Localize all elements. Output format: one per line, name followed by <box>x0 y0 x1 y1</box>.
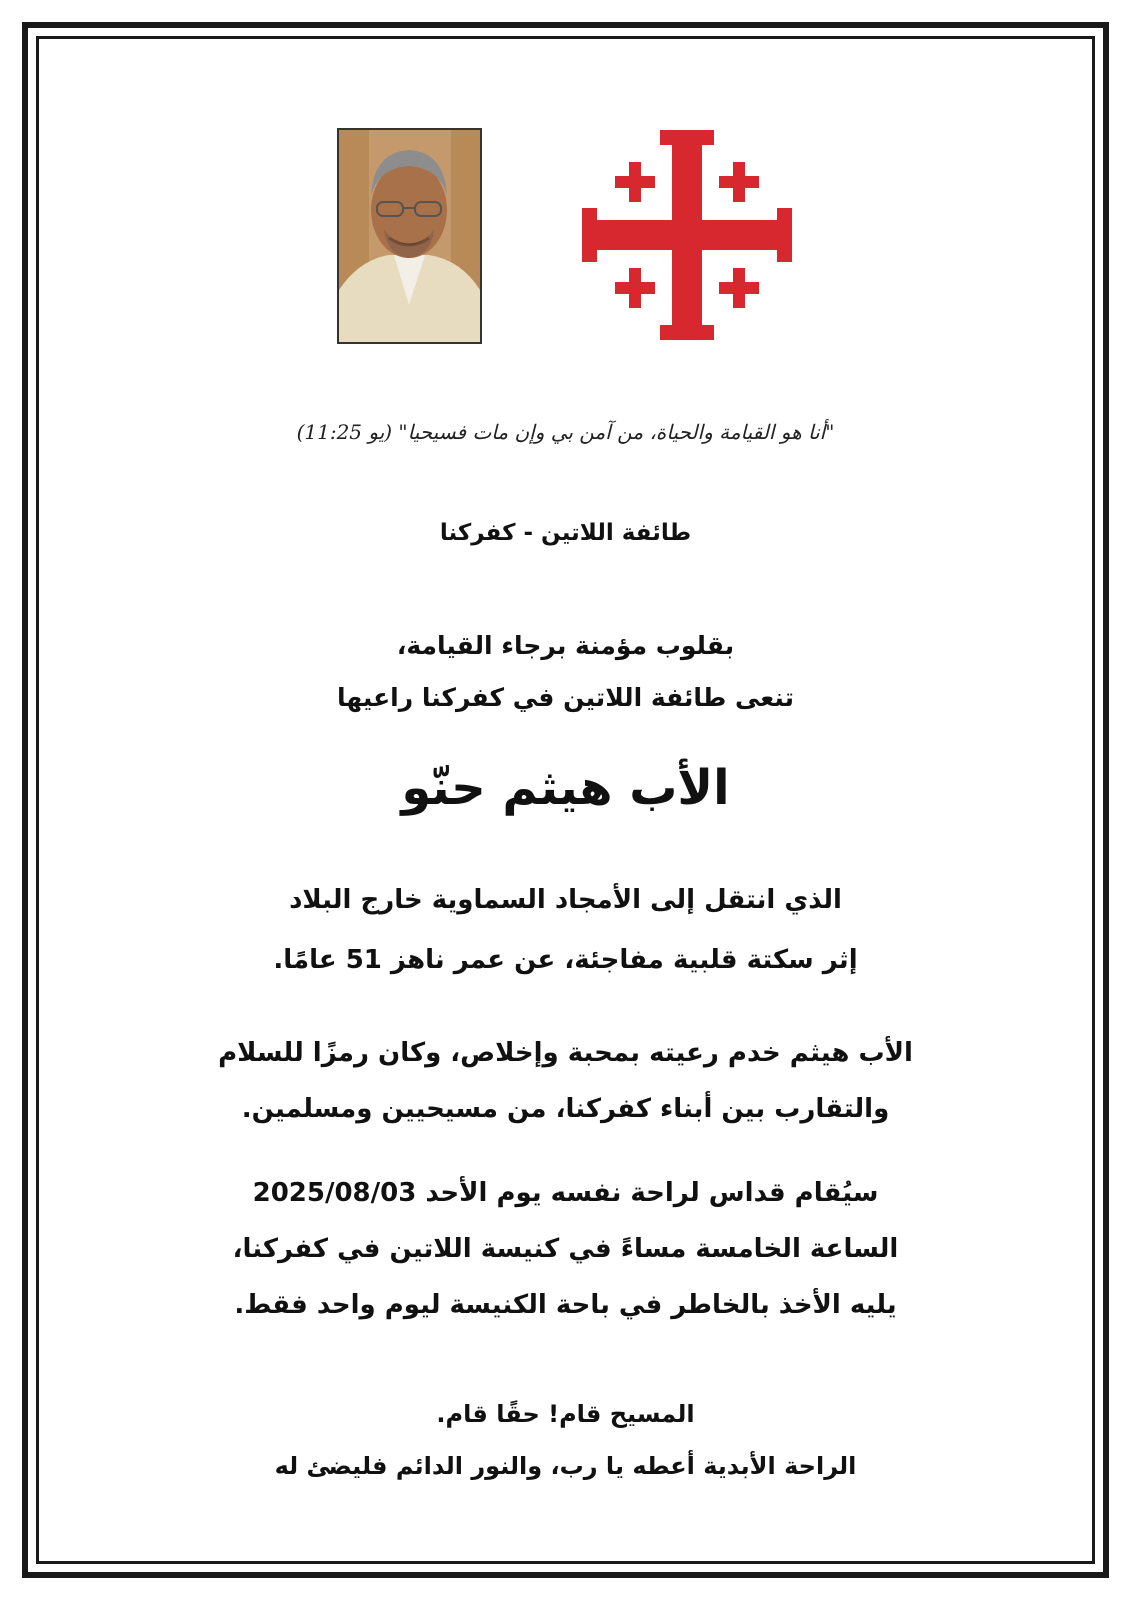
death-notice-line: إثر سكتة قلبية مفاجئة، عن عمر ناهز 51 عامًا. <box>273 945 858 975</box>
jerusalem-cross-icon <box>582 130 792 340</box>
tribute-text <box>60 1025 1071 1137</box>
intro-line: تنعى طائفة اللاتين في كفركنا راعيها <box>336 683 795 712</box>
tribute-line: والتقارب بين أبناء كفركنا، من مسيحيين ومسلمين. <box>241 1094 890 1124</box>
bible-verse: "أنا هو القيامة والحياة، من آمن بي وإن مات فسيحيا" (يو 11:25) <box>296 420 835 444</box>
closing-prayer <box>60 1388 1071 1492</box>
jerusalem-cross-shape <box>582 130 792 340</box>
portrait-illustration <box>339 130 480 342</box>
mass-line: الساعة الخامسة مساءً في كنيسة اللاتين في كفركنا، <box>232 1234 899 1264</box>
closing-line: المسيح قام! حقًا قام. <box>436 1400 695 1428</box>
intro-line: بقلوب مؤمنة برجاء القيامة، <box>396 631 735 660</box>
mass-details <box>60 1165 1071 1333</box>
community-name: طائفة اللاتين - كفركنا <box>439 520 692 546</box>
closing-line: الراحة الأبدية أعطه يا رب، والنور الدائم فليضئ له <box>274 1452 857 1480</box>
death-notice <box>60 870 1071 990</box>
mass-line: سيُقام قداس لراحة نفسه يوم الأحد 2025/08/03 <box>252 1178 879 1208</box>
tribute-line: الأب هيثم خدم رعيته بمحبة وإخلاص، وكان رمزًا للسلام <box>218 1038 913 1068</box>
deceased-name: الأب هيثم حنّو <box>401 760 730 816</box>
mass-line: يليه الأخذ بالخاطر في باحة الكنيسة ليوم واحد فقط. <box>234 1290 897 1320</box>
intro-text <box>60 620 1071 724</box>
portrait-photo <box>337 128 482 344</box>
death-notice-line: الذي انتقل إلى الأمجاد السماوية خارج البلاد <box>289 885 842 915</box>
